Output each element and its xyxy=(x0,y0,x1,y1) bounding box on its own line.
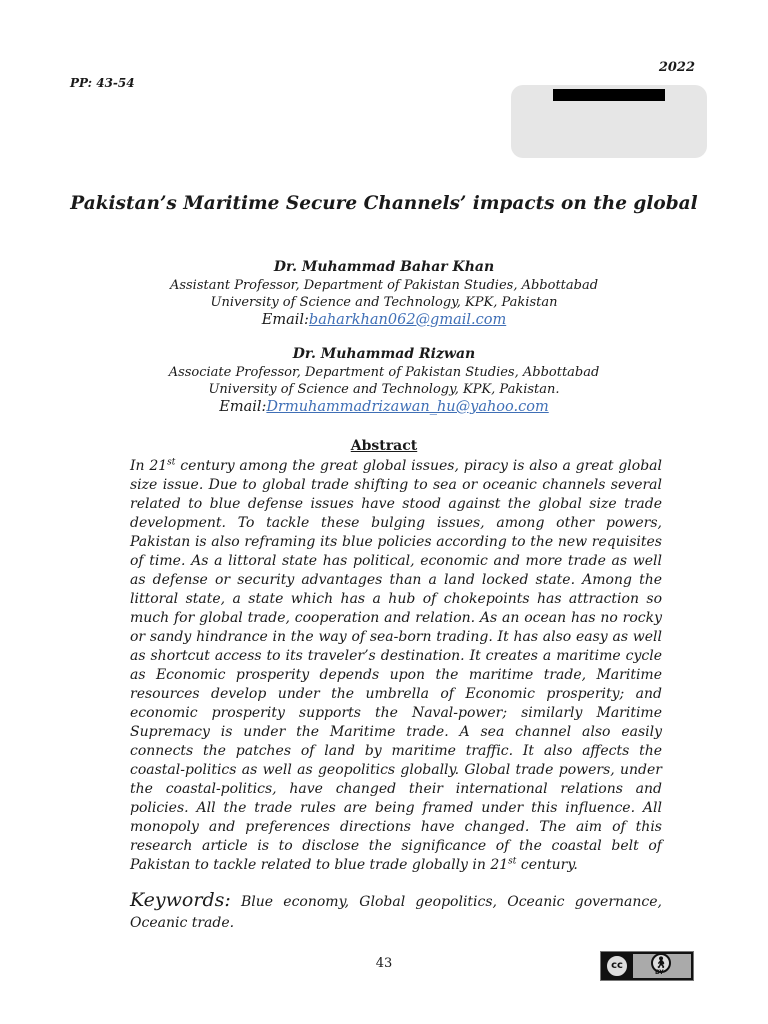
attribution-person-icon: 🚶︎ xyxy=(651,953,671,973)
cc-icon: cc xyxy=(605,954,629,978)
keywords-list: Blue economy, Global geopolitics, Oceanic governance, Oceanic trade. xyxy=(130,894,662,931)
abstract-part: century. xyxy=(516,857,578,873)
author-2 xyxy=(60,345,708,417)
author-affiliation: University of Science and Technology, KPK, Pakistan. xyxy=(208,382,560,397)
author-affiliation: Assistant Professor, Department of Pakistan Studies, Abbottabad xyxy=(169,278,599,293)
cc-by-label: BY xyxy=(655,969,664,976)
journal-year: 2022 xyxy=(658,60,695,75)
superscript: st xyxy=(167,457,176,468)
paper-title: Pakistan’s Maritime Secure Channels’ impacts on the global xyxy=(70,193,698,214)
page-range: PP: 43-54 xyxy=(70,76,135,90)
superscript: st xyxy=(508,856,517,867)
email-link[interactable]: baharkhan062@gmail.com xyxy=(308,312,507,328)
abstract-heading: Abstract xyxy=(350,438,418,454)
author-affiliation: University of Science and Technology, KPK, Pakistan xyxy=(210,295,558,310)
keywords xyxy=(130,890,662,934)
author-name: Dr. Muhammad Bahar Khan xyxy=(273,259,495,275)
abstract-text xyxy=(130,457,662,875)
email-label: Email: xyxy=(219,399,267,415)
keywords-label: Keywords: xyxy=(130,889,231,911)
author-email xyxy=(60,398,708,417)
author-email xyxy=(60,311,708,330)
email-label: Email: xyxy=(261,312,309,328)
redacted-bar xyxy=(553,89,665,101)
email-link[interactable]: Drmuhammadrizawan_hu@yahoo.com xyxy=(266,399,549,415)
cc-badge-panel xyxy=(633,954,691,978)
abstract-part: century among the great global issues, piracy is also a great global size issue. Due to global trade shifting to sea or oceanic channels several related to blue defense issues have stood against the global size trade development. To tackle these bulging issues, among other powers, Pakistan is also reframing its blue policies according to the new requisites of time. As a littoral state has political, economic and more trade as well as defense or security advantages than a land locked state. Among the littoral state, a state which has a hub of chokepoints has attraction so much for global trade, cooperation and relation. As an ocean has no rocky or sandy hindrance in the way of sea-born trading. It has also easy as well as shortcut access to its traveler’s destination. It creates a maritime cycle as Economic prosperity depends upon the maritime trade, Maritime resources develop under the umbrella of Economic prosperity; and economic prosperity supports the Naval-power; similarly Maritime Supremacy is under the Maritime trade. A sea channel also easily connects the patches of land by maritime traffic. It also affects the coastal-politics as well as geopolitics globally. Global trade powers, under the coastal-politics, have changed their international relations and policies. All the trade rules are being framed under this influence. All monopoly and preferences directions have changed. The aim of this research article is to disclose the significance of the coastal belt of Pakistan to tackle related to blue trade globally in 21 xyxy=(130,458,662,873)
author-name: Dr. Muhammad Rizwan xyxy=(292,346,476,362)
abstract-part: In 21 xyxy=(130,458,168,474)
author-1 xyxy=(60,258,708,330)
page-number: 43 xyxy=(375,956,393,971)
author-affiliation: Associate Professor, Department of Pakistan Studies, Abbottabad xyxy=(168,365,600,380)
cc-license-badge[interactable] xyxy=(600,951,694,981)
